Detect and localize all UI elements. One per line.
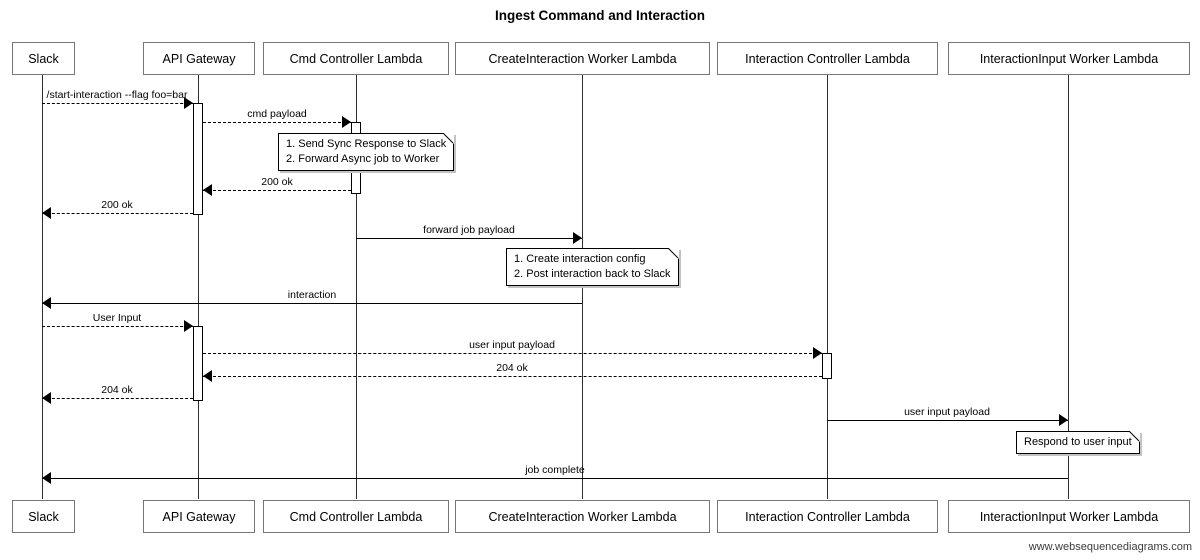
participant-box-interaction-controller-top [717, 42, 938, 75]
lifeline-interaction-controller-lambda [827, 75, 828, 499]
participant-box-createinteraction-worker-top [455, 42, 710, 75]
participant-box-interactioninput-worker-bottom [948, 500, 1190, 533]
participant-box-interaction-controller-bottom [717, 500, 938, 533]
lifeline-createinteraction-worker-lambda [582, 75, 583, 499]
note-fold-icon [668, 248, 679, 259]
participant-box-api-gateway-top [143, 42, 255, 75]
participant-label: API Gateway [162, 51, 236, 66]
participant-box-slack-top [12, 42, 75, 75]
diagram-title: Ingest Command and Interaction [494, 8, 706, 23]
websequencediagrams-watermark: www.websequencediagrams.com [1028, 541, 1192, 553]
note-fold-icon [1129, 431, 1140, 442]
message-label: interaction [287, 289, 337, 301]
message-label: 200 ok [261, 176, 293, 188]
note-text: 2. Forward Async job to Worker [286, 153, 440, 165]
message-label: 204 ok [101, 384, 133, 396]
arrowhead-right-icon [342, 116, 351, 128]
note-text: 2. Post interaction back to Slack [514, 268, 671, 280]
message-arrow-line [203, 353, 822, 354]
note-interactioninput-worker [1016, 431, 1140, 454]
arrowhead-right-icon [573, 232, 582, 244]
participant-label: Cmd Controller Lambda [289, 509, 423, 524]
participant-label: InteractionInput Worker Lambda [979, 509, 1159, 524]
note-cmd-controller [278, 133, 454, 171]
note-text: Respond to user input [1024, 436, 1132, 448]
arrowhead-left-icon [42, 207, 51, 219]
message-label: cmd payload [247, 108, 307, 120]
arrowhead-right-icon [184, 97, 193, 109]
arrowhead-left-icon [42, 472, 51, 484]
participant-label: Cmd Controller Lambda [289, 51, 423, 66]
arrowhead-left-icon [42, 392, 51, 404]
participant-box-cmd-controller-bottom [263, 500, 449, 533]
arrowhead-left-icon [42, 297, 51, 309]
message-arrow-line [42, 103, 193, 104]
participant-box-api-gateway-bottom [143, 500, 255, 533]
message-arrow-line [827, 420, 1068, 421]
participant-box-slack-bottom [12, 500, 75, 533]
note-text: 1. Create interaction config [514, 253, 646, 265]
message-arrow-line [203, 122, 351, 123]
message-arrow-line [42, 478, 1068, 479]
message-label: forward job payload [423, 224, 515, 236]
arrowhead-right-icon [184, 320, 193, 332]
participant-label: Slack [28, 51, 59, 66]
message-arrow-line [203, 190, 351, 191]
participant-label: CreateInteraction Worker Lambda [488, 509, 677, 524]
participant-label: InteractionInput Worker Lambda [979, 51, 1159, 66]
participant-label: CreateInteraction Worker Lambda [488, 51, 677, 66]
message-label: User Input [92, 312, 142, 324]
message-label: user input payload [904, 406, 990, 418]
message-arrow-line [42, 303, 582, 304]
note-fold-icon [443, 133, 454, 144]
arrowhead-right-icon [813, 347, 822, 359]
note-text: 1. Send Sync Response to Slack [286, 138, 447, 150]
activation-bar-api-gateway-2 [193, 326, 203, 401]
arrowhead-left-icon [203, 184, 212, 196]
message-label: /start-interaction --flag foo=bar [46, 89, 188, 101]
participant-box-interactioninput-worker-top [948, 42, 1190, 75]
message-arrow-line [42, 326, 193, 327]
participant-label: Interaction Controller Lambda [745, 509, 910, 524]
message-arrow-line [356, 238, 582, 239]
activation-bar-interaction-controller [822, 353, 832, 379]
message-arrow-line [42, 398, 193, 399]
arrowhead-right-icon [1059, 414, 1068, 426]
message-label: 204 ok [496, 362, 528, 374]
message-label: 200 ok [101, 199, 133, 211]
note-createinteraction-worker [506, 248, 679, 286]
message-label: job complete [525, 464, 585, 476]
message-arrow-line [42, 213, 193, 214]
activation-bar-api-gateway-1 [193, 103, 203, 215]
lifeline-slack [42, 75, 43, 499]
participant-box-createinteraction-worker-bottom [455, 500, 710, 533]
participant-label: API Gateway [162, 509, 236, 524]
participant-box-cmd-controller-top [263, 42, 449, 75]
arrowhead-left-icon [203, 370, 212, 382]
message-label: user input payload [469, 339, 555, 351]
participant-label: Interaction Controller Lambda [745, 51, 910, 66]
participant-label: Slack [28, 509, 59, 524]
message-arrow-line [203, 376, 822, 377]
